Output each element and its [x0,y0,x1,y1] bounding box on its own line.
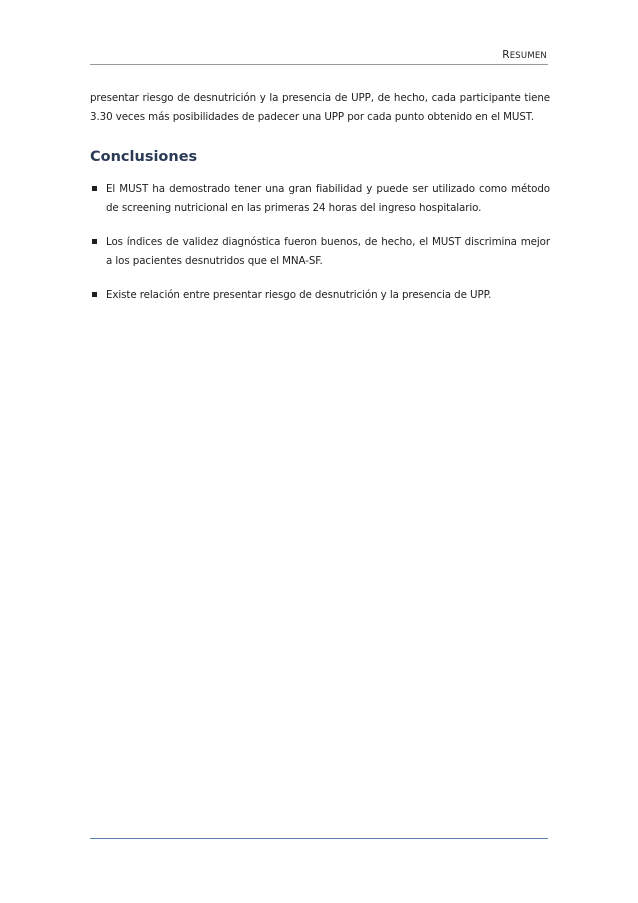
list-item-text: Existe relación entre presentar riesgo de desnutrición y la presencia de UPP. [106,289,492,301]
body-paragraph: presentar riesgo de desnutrición y la presencia de UPP, de hecho, cada participante tiene 3.30 veces más posibilidades de padecer una UPP por cada punto obtenido en el MUST. [90,92,550,123]
running-header-initial: R [502,49,510,61]
square-bullet-icon [92,186,97,191]
section-title: Conclusiones [90,149,198,165]
square-bullet-icon [92,292,97,297]
list-item [90,233,550,271]
list-item-text: Los índices de validez diagnóstica fueron buenos, de hecho, el MUST discrimina mejor a los pacientes desnutridos que el MNA-SF. [106,236,550,267]
running-header [502,49,547,61]
list-item [90,286,550,305]
square-bullet-icon [92,239,97,244]
footer-divider [90,838,548,839]
conclusions-list [90,180,550,320]
list-item-text: El MUST ha demostrado tener una gran fiabilidad y puede ser utilizado como método de screening nutricional en las primeras 24 horas del ingreso hospitalario. [106,183,550,214]
running-header-rest: ESUMEN [509,51,547,61]
list-item [90,180,550,218]
header-divider [90,64,548,65]
